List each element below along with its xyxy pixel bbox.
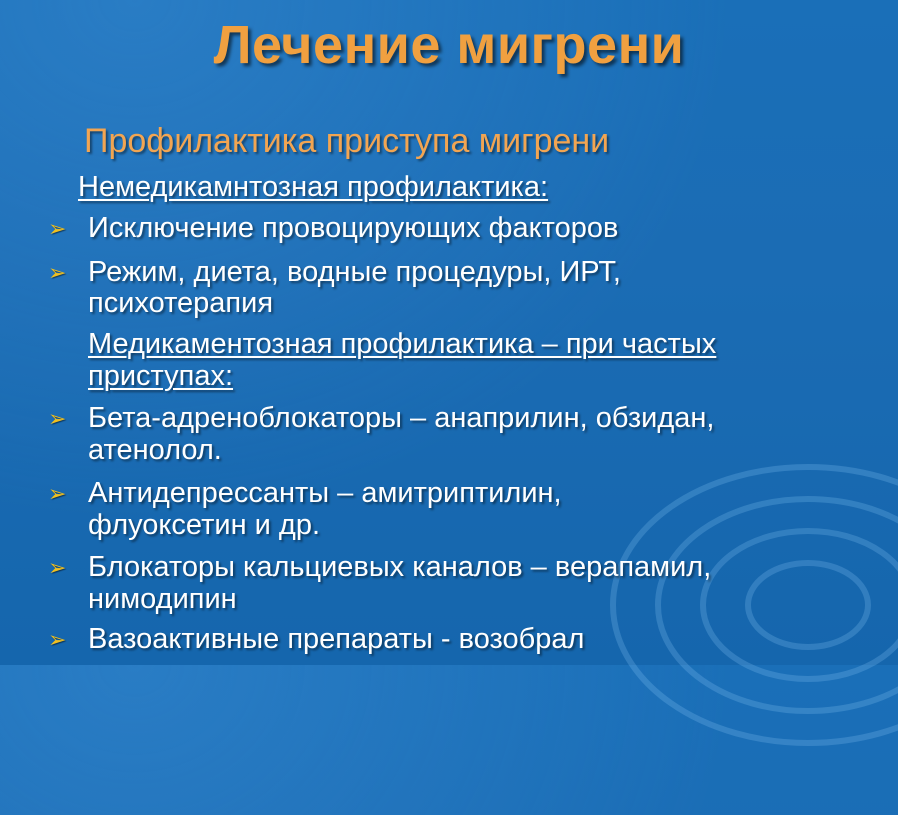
bullet-arrow-icon: ➢: [48, 260, 67, 285]
list-item-continuation: флуоксетин и др.: [88, 509, 321, 541]
list-item-continuation: атенолол.: [88, 434, 222, 466]
list-item: Вазоактивные препараты - возобрал: [88, 623, 585, 655]
bullet-arrow-icon: ➢: [48, 627, 67, 652]
list-item: Режим, диета, водные процедуры, ИРТ,: [88, 256, 621, 288]
bullet-arrow-icon: ➢: [48, 406, 67, 431]
list-item: Блокаторы кальциевых каналов – верапамил,: [88, 551, 712, 583]
section-heading-non-drug: Немедикамнтозная профилактика:: [78, 171, 549, 203]
section-heading-drug-continuation: приступах:: [88, 360, 234, 392]
list-item: Бета-адреноблокаторы – анаприлин, обзидан,: [88, 402, 715, 434]
bullet-arrow-icon: ➢: [48, 555, 67, 580]
section-heading-drug: Медикаментозная профилактика – при частых: [88, 328, 717, 360]
slide-subtitle: Профилактика приступа мигрени: [84, 122, 610, 160]
bullet-arrow-icon: ➢: [48, 216, 67, 241]
list-item: Антидепрессанты – амитриптилин,: [88, 477, 562, 509]
bullet-arrow-icon: ➢: [48, 481, 67, 506]
list-item-continuation: нимодипин: [88, 583, 237, 615]
list-item: Исключение провоцирующих факторов: [88, 212, 619, 244]
slide-title: Лечение мигрени: [213, 15, 685, 75]
list-item-continuation: психотерапия: [88, 287, 274, 319]
water-ripple-decoration: [598, 395, 898, 815]
